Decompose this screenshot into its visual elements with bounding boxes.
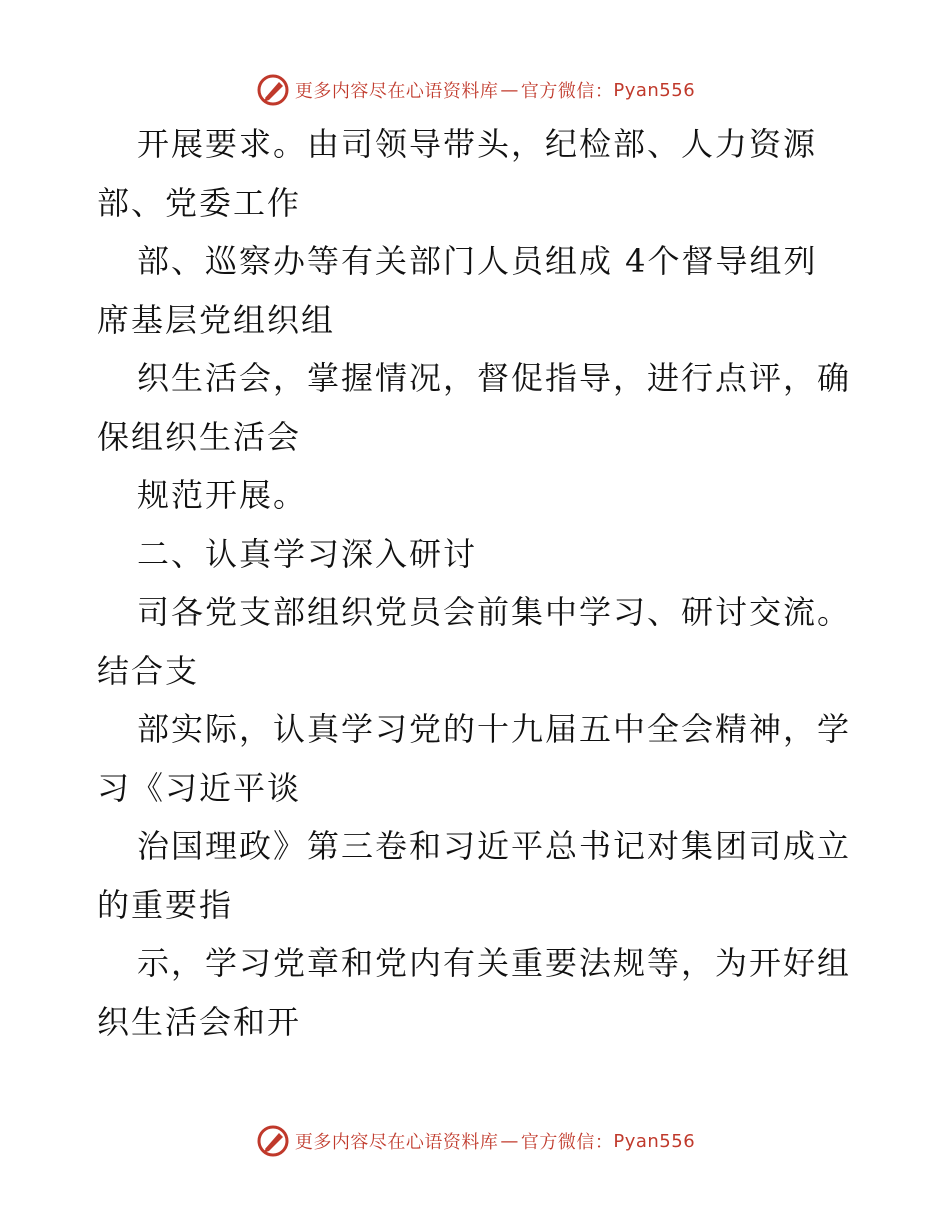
banner-main-text: 更多内容尽在心语资料库 [294, 1132, 499, 1153]
text-line: 席基层党组织组 [97, 300, 336, 339]
text-line: 部、党委工作 [97, 183, 302, 222]
text-line: 二、认真学习深入研讨 [137, 534, 478, 573]
text-line: 规范开展。 [137, 476, 308, 514]
pen-logo-icon [255, 72, 291, 108]
banner-separator: — [500, 1130, 519, 1152]
text-line: 示，学习党章和党内有关重要法规等，为开好组 [137, 944, 852, 982]
footer-banner [0, 1121, 950, 1161]
text-line: 的重要指 [97, 885, 234, 924]
banner-main-text: 更多内容尽在心语资料库 [294, 81, 499, 102]
document-body [97, 115, 867, 1051]
text-line: 司各党支部组织党员会前集中学习、研讨交流。 [137, 593, 852, 631]
header-banner [0, 70, 950, 110]
pen-logo-icon [255, 1123, 291, 1159]
text-line: 结合支 [97, 651, 200, 690]
banner-separator: — [500, 79, 519, 101]
banner-wechat-handle: Pyan556 [613, 79, 696, 101]
text-line: 保组织生活会 [97, 417, 302, 456]
text-line: 开展要求。由司领导带头，纪检部、人力资源 [137, 125, 818, 163]
banner-wechat-handle: Pyan556 [613, 1130, 696, 1152]
text-line: 织生活会，掌握情况，督促指导，进行点评，确 [137, 359, 852, 397]
banner-wechat-label: 官方微信： [520, 81, 614, 102]
banner-wechat-label: 官方微信： [520, 1132, 614, 1153]
text-line: 部、巡察办等有关部门人员组成 4个督导组列 [137, 242, 818, 280]
text-line: 治国理政》第三卷和习近平总书记对集团司成立 [137, 827, 852, 865]
text-line: 部实际，认真学习党的十九届五中全会精神，学 [137, 710, 852, 748]
text-line: 习《习近平谈 [97, 768, 302, 807]
text-line: 织生活会和开 [97, 1002, 302, 1041]
